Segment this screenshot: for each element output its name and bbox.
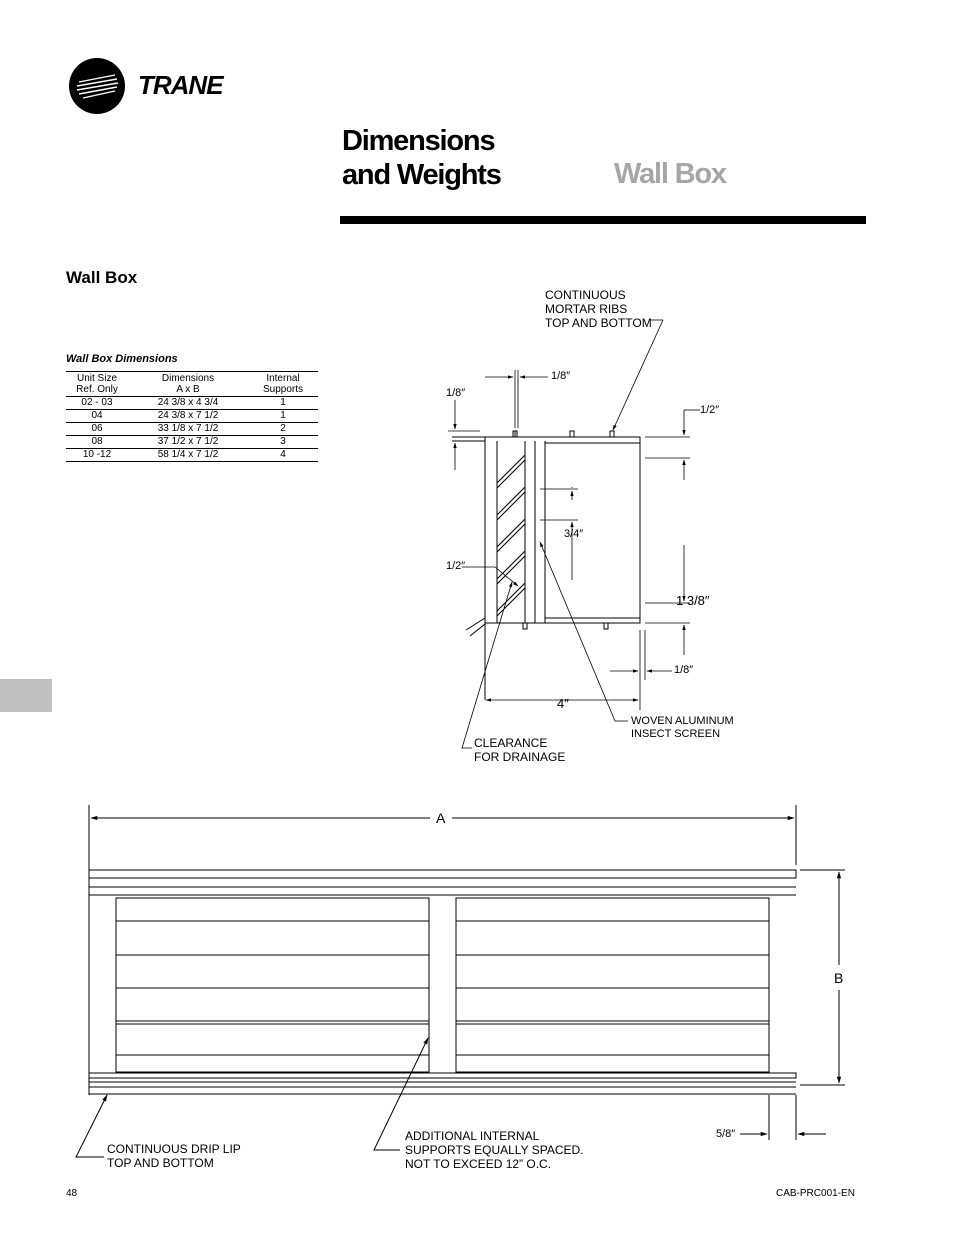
dim-left-lip: 1/8″ (446, 387, 466, 399)
dim-b-label: B (834, 970, 844, 986)
page-subtitle: Wall Box (614, 158, 726, 190)
page-title: Dimensions and Weights (342, 125, 501, 191)
document-code: CAB-PRC001-EN (776, 1188, 855, 1199)
callout-mortar-ribs: CONTINUOUS MORTAR RIBS TOP AND BOTTOM (545, 288, 652, 330)
callout-insect-screen: WOVEN ALUMINUM INSECT SCREEN (631, 715, 734, 740)
dim-depth: 4″ (557, 696, 569, 711)
table-row: 08 37 1/2 x 7 1/2 3 (66, 436, 318, 449)
dim-top-gap: 1/8″ (551, 370, 571, 382)
dim-right-mid: 1 3/8″ (676, 593, 710, 608)
dim-right-top: 1/2″ (700, 404, 720, 416)
table-row: 02 - 03 24 3/8 x 4 3/4 1 (66, 397, 318, 410)
table-row: 04 24 3/8 x 7 1/2 1 (66, 410, 318, 423)
dim-right-bottom: 1/8″ (674, 664, 694, 676)
callout-drip-lip: CONTINUOUS DRIP LIP TOP AND BOTTOM (107, 1142, 241, 1170)
front-elevation-view (76, 805, 845, 1157)
callout-internal-supports: ADDITIONAL INTERNAL SUPPORTS EQUALLY SPACED. NOT TO EXCEED 12” O.C. (405, 1129, 584, 1171)
header-internal-supports: Internal Supports (248, 372, 318, 397)
callout-drainage: CLEARANCE FOR DRAINAGE (474, 736, 566, 764)
table-row: 06 33 1/8 x 7 1/2 2 (66, 423, 318, 436)
brand-name: TRANE (138, 70, 223, 100)
dim-left-louver: 1/2″ (446, 560, 466, 572)
section-title: Wall Box (66, 268, 138, 287)
dim-louver-pitch: 3/4″ (564, 528, 584, 540)
table-row: 10 -12 58 1/4 x 7 1/2 4 (66, 449, 318, 462)
dim-lip-label: 5/8″ (716, 1128, 736, 1140)
header-dimensions: Dimensions A x B (128, 372, 248, 397)
header-unit-size: Unit Size Ref. Only (66, 372, 128, 397)
side-section-view (452, 431, 640, 700)
dim-a-label: A (436, 810, 446, 826)
table-caption: Wall Box Dimensions (66, 353, 178, 365)
page-number: 48 (66, 1188, 78, 1199)
